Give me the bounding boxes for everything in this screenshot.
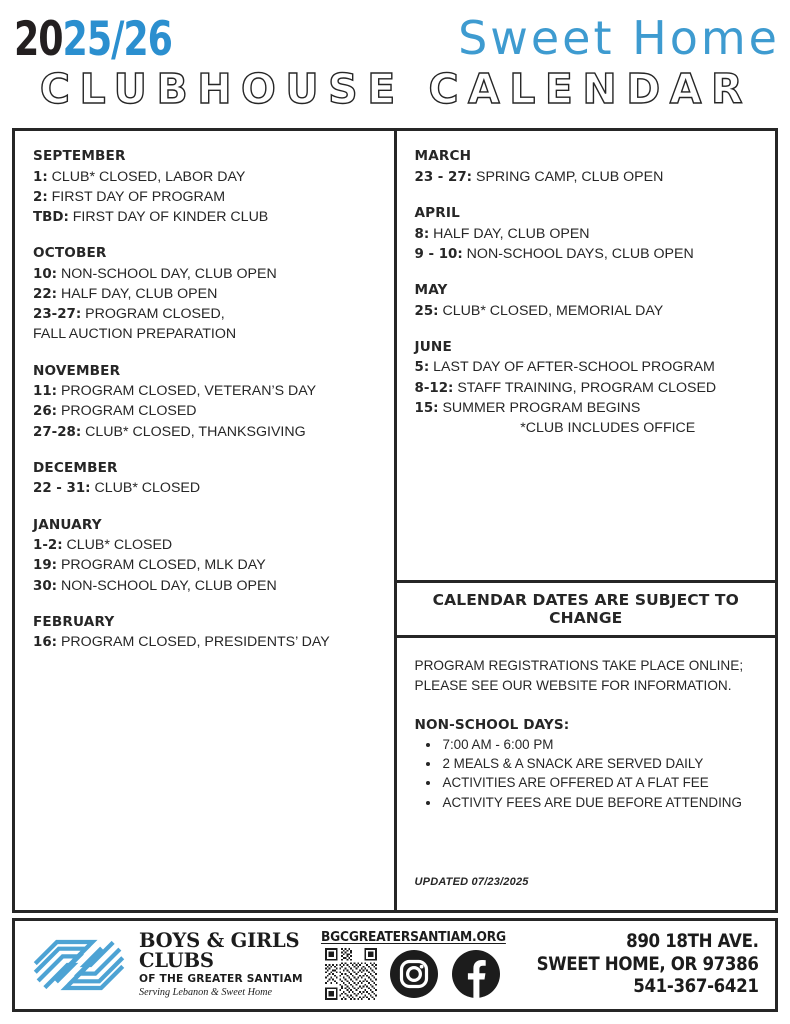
entry-date: 8-12: [414, 380, 454, 396]
calendar-entry [33, 167, 380, 187]
entry-description: STAFF TRAINING, PROGRAM CLOSED [457, 379, 717, 396]
calendar-entry [415, 357, 761, 377]
subject-to-change-text: CALENDAR DATES ARE SUBJECT TO CHANGE [432, 591, 739, 627]
non-school-days-list [441, 735, 759, 812]
month-block [33, 613, 380, 653]
calendar-entry [33, 555, 380, 575]
entry-date: 25: [414, 303, 439, 319]
entry-description: FIRST DAY OF PROGRAM [51, 188, 226, 205]
org-name-primary: BOYS & GIRLS CLUBS [139, 928, 300, 973]
calendar-entry [415, 301, 761, 321]
calendar-entry [33, 478, 380, 498]
entry-description: CLUB* CLOSED [66, 537, 173, 554]
entry-date: 10: [33, 266, 57, 282]
month-name: APRIL [414, 204, 460, 221]
boys-girls-clubs-logo-icon [31, 930, 127, 1000]
entry-date: 22: [33, 287, 57, 303]
calendar-entry [33, 576, 380, 596]
entry-description: HALF DAY, CLUB OPEN [60, 286, 218, 303]
calendar-entry [33, 187, 380, 207]
entry-date: 1-2: [33, 538, 63, 554]
social-row [325, 948, 501, 1000]
calendar-entry [415, 167, 761, 187]
entry-description: CLUB* CLOSED, LABOR DAY [51, 168, 246, 185]
calendar-column-left [15, 131, 397, 910]
location-title: Sweet Home [458, 11, 780, 65]
phone-number[interactable]: 541-367-6421 [633, 976, 759, 998]
info-section [397, 638, 775, 910]
entry-date: 26: [33, 404, 57, 420]
entry-description: LAST DAY OF AFTER-SCHOOL PROGRAM [433, 359, 715, 376]
entry-date: 9 - 10: [414, 246, 463, 262]
calendar-column-right [397, 131, 775, 910]
website-link[interactable]: BGCGREATERSANTIAM.ORG [320, 930, 506, 945]
month-name: FEBRUARY [33, 613, 115, 630]
list-item: • 7:00 AM - 6:00 PM [441, 735, 759, 754]
entry-description: PROGRAM CLOSED, [85, 306, 225, 323]
month-name: MARCH [414, 148, 472, 164]
entry-date: 15: [414, 400, 439, 416]
calendar-entry [33, 422, 380, 442]
calendar-entry [33, 401, 380, 421]
social-and-web-block [314, 930, 513, 1000]
entry-description: NON-SCHOOL DAY, CLUB OPEN [60, 265, 277, 282]
calendar-entry [33, 632, 380, 652]
entry-description: NON-SCHOOL DAY, CLUB OPEN [60, 577, 277, 594]
calendar-entry [415, 398, 761, 418]
entry-description: HALF DAY, CLUB OPEN [433, 225, 590, 242]
club-footnote: *CLUB INCLUDES OFFICE [520, 419, 696, 436]
calendar-entry [33, 324, 380, 344]
calendar-entry [33, 381, 380, 401]
calendar-entry [415, 378, 761, 398]
org-name-secondary: OF THE GREATER SANTIAM [139, 972, 303, 985]
entry-description: PROGRAM CLOSED, MLK DAY [60, 557, 266, 574]
month-block [33, 516, 380, 596]
calendar-main-box [12, 128, 778, 913]
organization-branding [15, 930, 314, 1000]
year-suffix: 25/26 [62, 12, 172, 67]
entry-description: CLUB* CLOSED [94, 480, 201, 497]
month-block [33, 362, 380, 442]
month-block [33, 244, 380, 344]
month-block [33, 459, 380, 499]
year-prefix: 20 [14, 12, 63, 67]
list-item: • 2 MEALS & A SNACK ARE SERVED DAILY [441, 754, 759, 773]
page-header [0, 0, 790, 122]
qr-code-icon[interactable] [325, 948, 377, 1000]
entry-description: SPRING CAMP, CLUB OPEN [475, 168, 664, 185]
calendar-entry [415, 244, 761, 264]
calendar-entry [33, 207, 380, 227]
calendar-entry [33, 264, 380, 284]
entry-date: 2: [33, 189, 48, 205]
registration-note-line-1: PROGRAM REGISTRATIONS TAKE PLACE ONLINE; [414, 658, 744, 673]
updated-date: UPDATED 07/23/2025 [414, 876, 529, 888]
entry-description: CLUB* CLOSED, THANKSGIVING [85, 423, 306, 440]
entry-description: FIRST DAY OF KINDER CLUB [72, 209, 269, 226]
calendar-entry [33, 284, 380, 304]
left-month-list [33, 147, 380, 653]
non-school-days-title: NON-SCHOOL DAYS: [414, 716, 570, 733]
month-name: JUNE [414, 338, 452, 355]
calendar-entry [33, 535, 380, 555]
address-line-1: 890 18TH AVE. [626, 931, 759, 953]
entry-description: FALL AUCTION PREPARATION [33, 326, 237, 343]
list-item: • ACTIVITY FEES ARE DUE BEFORE ATTENDING [441, 793, 759, 812]
entry-description: CLUB* CLOSED, MEMORIAL DAY [442, 302, 664, 319]
entry-description: PROGRAM CLOSED [60, 403, 197, 420]
entry-description: NON-SCHOOL DAYS, CLUB OPEN [466, 245, 694, 262]
school-year-title [14, 12, 172, 67]
entry-date: 11: [33, 384, 57, 400]
header-top-row [0, 8, 790, 66]
month-block [33, 147, 380, 227]
entry-date: 23 - 27: [414, 169, 473, 185]
month-name: DECEMBER [33, 459, 118, 476]
entry-date: 1: [33, 169, 48, 185]
month-block [415, 147, 761, 187]
calendar-entry [33, 304, 380, 324]
month-name: MAY [414, 281, 448, 298]
page-footer [12, 918, 778, 1012]
org-tagline: Serving Lebanon & Sweet Home [139, 986, 272, 998]
entry-description: PROGRAM CLOSED, PRESIDENTS’ DAY [60, 634, 330, 651]
month-name: SEPTEMBER [33, 148, 126, 164]
month-name: JANUARY [33, 516, 102, 533]
entry-date: 30: [33, 578, 57, 594]
month-block [415, 204, 761, 264]
calendar-entry [415, 224, 761, 244]
month-block [415, 338, 761, 418]
facebook-icon[interactable] [451, 949, 501, 999]
entry-date: 16: [33, 635, 57, 651]
month-name: NOVEMBER [33, 362, 121, 379]
entry-date: TBD: [33, 210, 69, 226]
entry-date: 19: [33, 558, 57, 574]
entry-date: 27-28: [33, 424, 82, 440]
organization-name-block [139, 928, 314, 999]
entry-date: 22 - 31: [33, 481, 91, 497]
contact-info-block [512, 931, 775, 999]
entry-date: 23-27: [33, 307, 82, 323]
list-item: • ACTIVITIES ARE OFFERED AT A FLAT FEE [441, 773, 759, 792]
month-block [415, 281, 761, 321]
entry-date: 5: [414, 360, 430, 376]
month-name: OCTOBER [33, 245, 107, 262]
registration-note-line-2: PLEASE SEE OUR WEBSITE FOR INFORMATION. [414, 678, 732, 694]
page-title: CLUBHOUSE CALENDAR [39, 65, 753, 113]
instagram-icon[interactable] [389, 949, 439, 999]
entry-description: SUMMER PROGRAM BEGINS [442, 399, 641, 416]
right-month-section [397, 131, 775, 583]
entry-description: PROGRAM CLOSED, VETERAN’S DAY [60, 383, 317, 400]
subject-to-change-box [397, 583, 775, 638]
address-line-2: SWEET HOME, OR 97386 [537, 953, 759, 975]
right-month-list [415, 147, 761, 418]
entry-date: 8: [414, 226, 430, 242]
